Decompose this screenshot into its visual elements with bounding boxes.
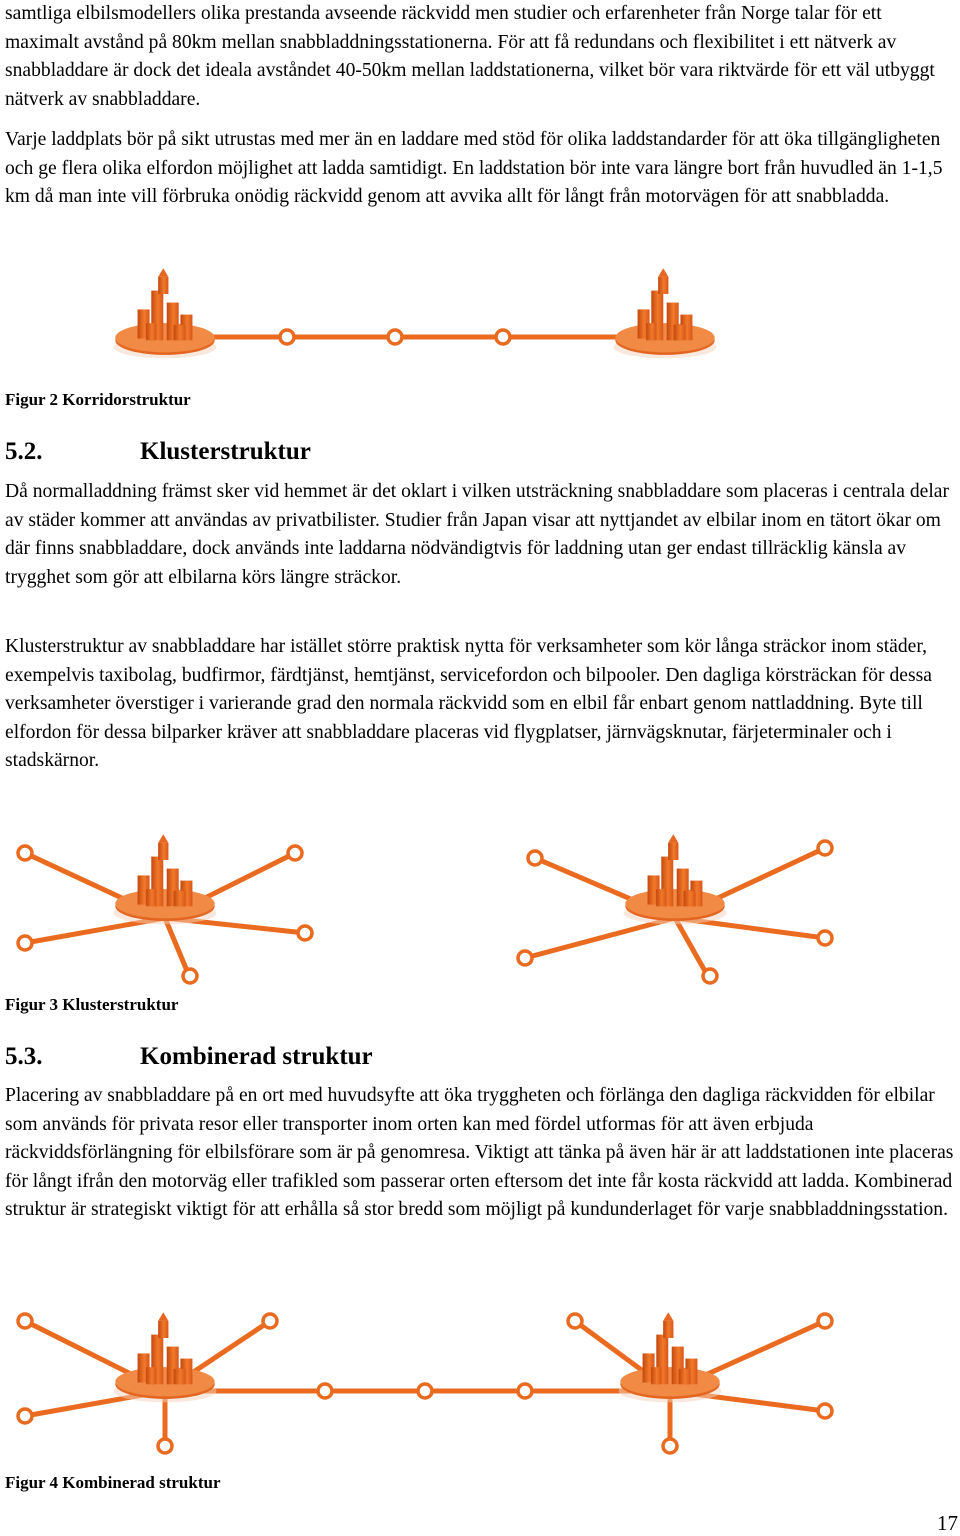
route-node [318,1384,332,1398]
section-number: 5.2. [5,438,43,465]
route-node [388,330,402,344]
figure-4-caption: Figur 4 Kombinerad struktur [5,1473,221,1492]
route-node [280,330,294,344]
section-title: Klusterstruktur [140,438,311,465]
intro-paragraph: samtliga elbilsmodellers olika prestanda avseende räckvidd men studier och erfarenheter från Norge talar för ett maximalt avstånd på 80km mellan snabbladdningsstationerna. För att få redundans och flexibilitet i ett nätverk av snabbladdare är dock det ideala avståndet 40-50km mellan laddstationerna, vilket bör vara riktvärde för ett väl utbyggt nätverk av snabbladdare. [5,3,935,110]
route-node [418,1384,432,1398]
charging-hub-right [614,268,717,358]
cluster-paragraph-1: Då normalladdning främst sker vid hemmet är det oklart i vilken utsträckning snabbladdare som placeras i centrala delar av städer kommer att användas av privatbilister. Studier från Japan visar att nyttjandet av elbilar inom en tätort ökar om där finns snabbladdare, dock används inte laddarna nödvändigtvis för laddning utan ger endast tillräcklig känsla av trygghet som gör att elbilarna körs längre sträckor. [5,481,949,588]
section-5-2-heading [5,438,311,466]
section-title: Kombinerad struktur [140,1043,373,1070]
cluster-structure-figure [5,818,865,988]
charging-site-paragraph: Varje laddplats bör på sikt utrustas med mer än en laddare med stöd för olika laddstandarder för att öka tillgängligheten och ge flera olika elfordon möjlighet att ladda samtidigt. En laddstation bör inte vara längre bort från huvudled än 1-1,5 km då man inte vill förbruka onödig räckvidd genom att avvika allt för långt från motorvägen för att snabbladda. [5,129,943,208]
combined-paragraph: Placering av snabbladdare på en ort med huvudsyfte att öka tryggheten och förlänga den dagliga räckvidden för elbilar som används för privata resor eller transporter inom orten kan med fördel utformas för att även erbjuda räckviddsförlängning för elbilsförare som är på genomresa. Viktigt att tänka på även här är att laddstationen inte placeras för långt ifrån den motorväg eller trafikled som passerar orten eftersom det inte får kosta räckvidd att ladda. Kombinerad struktur är strategiskt viktigt för att erhålla så stor bredd som möjligt på kundunderlaget för varje snabbladdningsstation. [5,1085,954,1221]
route-node [518,1384,532,1398]
corridor-structure-figure [5,252,865,387]
section-5-3-heading [5,1043,373,1071]
combined-structure-figure [5,1296,865,1461]
cluster-right [518,834,832,983]
combined-hub-left [18,1312,277,1453]
figure-2-caption: Figur 2 Korridorstruktur [5,390,191,409]
cluster-paragraph-2: Klusterstruktur av snabbladdare har istället större praktisk nytta för verksamheter som kör långa sträckor inom städer, exempelvis taxibolag, budfirmor, färdtjänst, hemtjänst, servicefordon och bilpooler. Den dagliga körsträckan för dessa verksamheter överstiger i varierande grad den normala räckvidd som en elbil får enbart genom nattladdning. Byte till elfordon för dessa bilparker kräver att snabbladdare placeras vid flygplatser, järnvägsknutar, färjeterminaler och i stadskärnor. [5,636,932,772]
charging-hub-left [114,268,217,358]
section-number: 5.3. [5,1043,43,1070]
route-node [496,330,510,344]
combined-hub-right [568,1312,832,1453]
page-number: 17 [937,1511,958,1535]
cluster-left [18,834,312,983]
figure-3-caption: Figur 3 Klusterstruktur [5,995,179,1014]
